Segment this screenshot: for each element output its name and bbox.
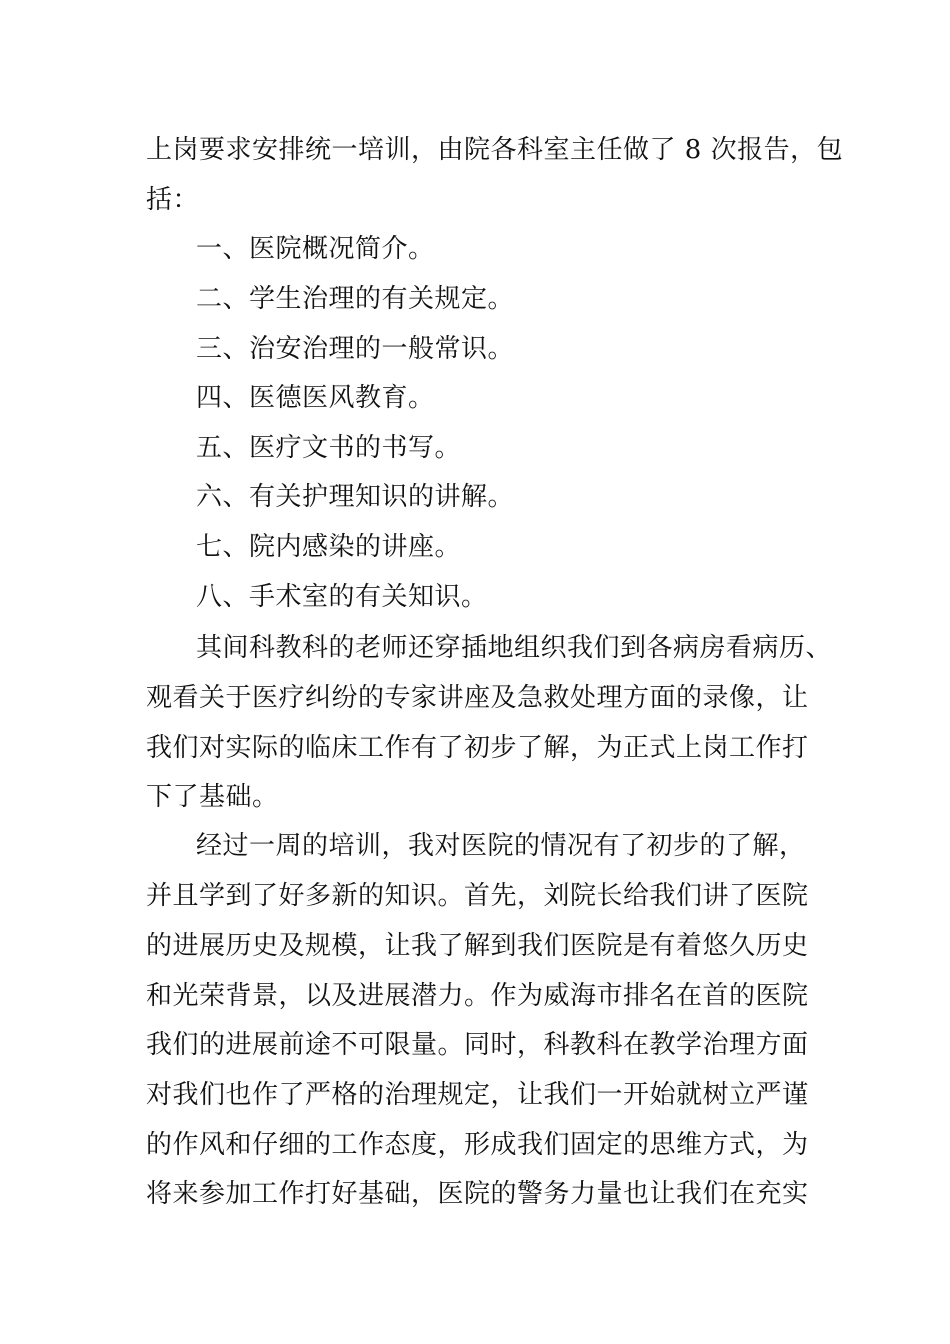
report-item-7: 七、院内感染的讲座。 xyxy=(196,532,462,562)
report-item-5: 五、医疗文书的书写。 xyxy=(196,433,462,463)
report-item-8: 八、手术室的有关知识。 xyxy=(196,582,488,612)
paragraph-1-line-2: 观看关于医疗纠纷的专家讲座及急救处理方面的录像，让 xyxy=(146,683,809,713)
report-item-4: 四、医德医风教育。 xyxy=(196,383,435,413)
paragraph-2-line-8: 将来参加工作打好基础，医院的警务力量也让我们在充实 xyxy=(146,1179,809,1209)
paragraph-2-line-5: 我们的进展前途不可限量。同时，科教科在教学治理方面 xyxy=(146,1030,809,1060)
paragraph-1-line-3: 我们对实际的临床工作有了初步了解，为正式上岗工作打 xyxy=(146,733,809,763)
paragraph-1-line-1: 其间科教科的老师还穿插地组织我们到各病房看病历、 xyxy=(196,633,833,663)
paragraph-2-line-2: 并且学到了好多新的知识。首先，刘院长给我们讲了医院 xyxy=(146,881,809,911)
paragraph-2-line-6: 对我们也作了严格的治理规定，让我们一开始就树立严谨 xyxy=(146,1080,809,1110)
intro-line-1: 上岗要求安排统一培训，由院各科室主任做了 8 次报告，包 xyxy=(146,135,844,165)
paragraph-2-line-7: 的作风和仔细的工作态度，形成我们固定的思维方式，为 xyxy=(146,1130,809,1160)
paragraph-1-line-4: 下了基础。 xyxy=(146,782,279,812)
report-item-2: 二、学生治理的有关规定。 xyxy=(196,284,515,314)
report-item-3: 三、治安治理的一般常识。 xyxy=(196,334,515,364)
paragraph-2-line-3: 的进展历史及规模，让我了解到我们医院是有着悠久历史 xyxy=(146,931,809,961)
paragraph-2-line-1: 经过一周的培训，我对医院的情况有了初步的了解， xyxy=(196,831,806,861)
paragraph-2-line-4: 和光荣背景，以及进展潜力。作为威海市排名在首的医院 xyxy=(146,981,809,1011)
intro-line-2: 括： xyxy=(146,185,200,215)
report-item-6: 六、有关护理知识的讲解。 xyxy=(196,482,515,512)
report-item-1: 一、医院概况简介。 xyxy=(196,234,435,264)
